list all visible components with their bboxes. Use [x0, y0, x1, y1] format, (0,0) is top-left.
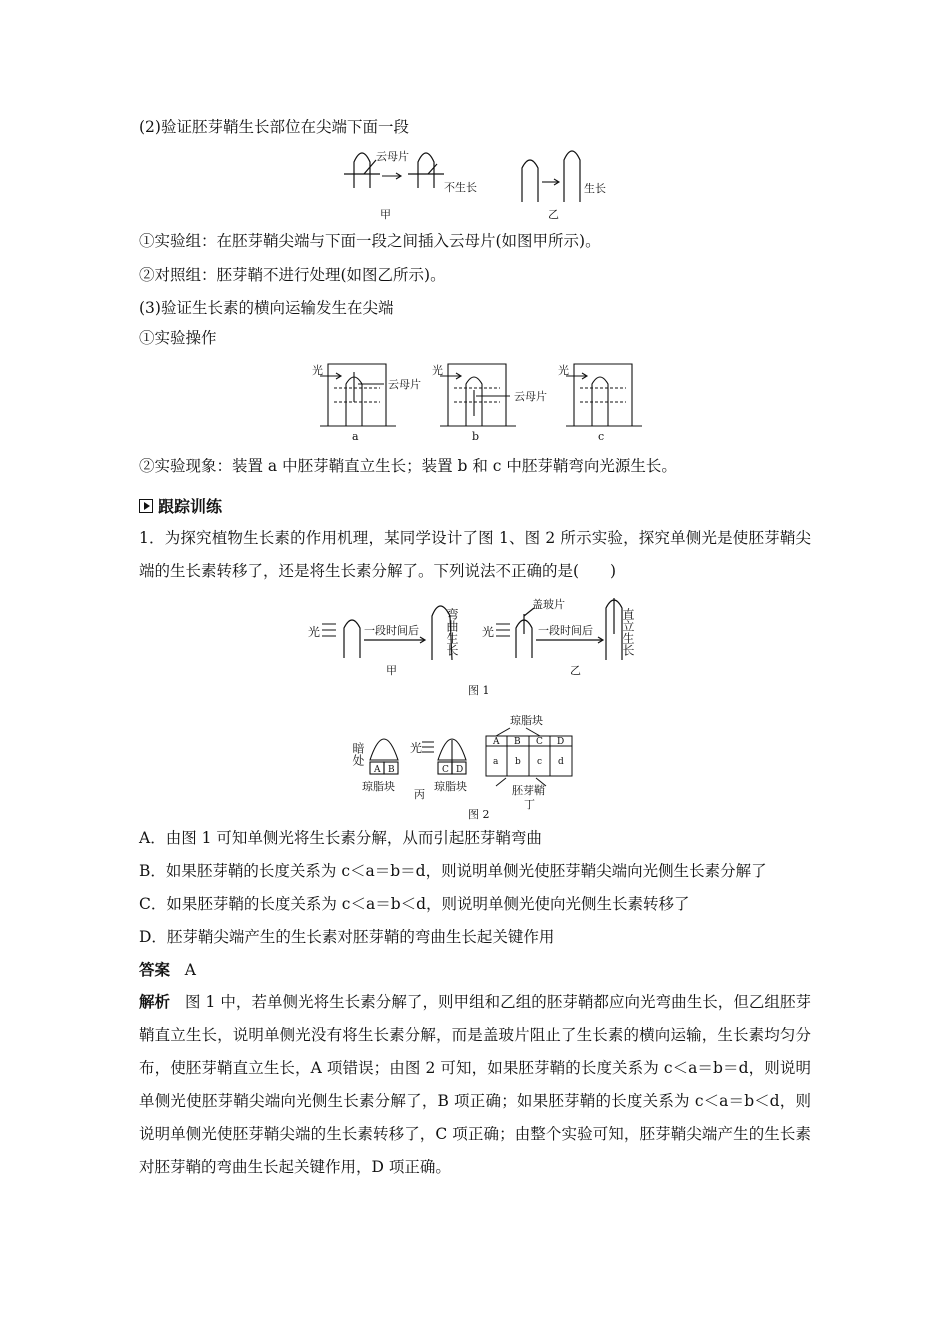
coleoptile-jia-after: [408, 153, 444, 188]
fig1-light-yi: 光: [482, 625, 495, 639]
fig1-light-jia: 光: [308, 625, 321, 639]
fig2-block-d: d: [558, 757, 564, 767]
fig1-time-jia: 一段时间后: [364, 624, 419, 637]
figure-1: [300, 594, 650, 698]
fig2-block-B2: B: [514, 737, 521, 747]
fig1-label-yi: 乙: [570, 664, 581, 677]
fig2-agar-bing: 琼脂块: [362, 780, 395, 793]
label-a: a: [352, 430, 359, 443]
growth-label: 生长: [584, 182, 606, 195]
analysis-label: 解析: [139, 992, 171, 1011]
device-c: [566, 364, 642, 426]
label-jia: 甲: [380, 208, 391, 221]
fig2-block-C: C: [442, 765, 449, 775]
option-a: A．由图 1 可知单侧光将生长素分解，从而引起胚芽鞘弯曲: [139, 829, 542, 847]
fig2-block-C2: C: [536, 737, 543, 747]
fig1-light-arrows-yi: [496, 624, 510, 636]
label-b: b: [472, 430, 480, 443]
mica-label-a: 云母片: [388, 378, 421, 391]
fig2-block-c: c: [537, 757, 543, 767]
fig2-agar-light: 琼脂块: [434, 780, 467, 793]
question-stem: 1．为探究植物生长素的作用机理，某同学设计了图 1、图 2 所示实验，探究单侧光是使胚芽鞘尖端的生长素转移了，还是将生长素分解了。下列说法不正确的是( ): [139, 529, 811, 580]
section2-heading: (2)验证胚芽鞘生长部位在尖端下面一段: [139, 118, 409, 136]
answer-line: [139, 959, 196, 981]
device-a: [320, 364, 396, 426]
fig1-label-jia: 甲: [386, 664, 397, 677]
option-c: C．如果胚芽鞘的长度关系为 c＜a＝b＜d，则说明单侧光使向光侧生长素转移了: [139, 895, 690, 913]
fig2-label-bing: 丙: [414, 788, 425, 801]
option-b: B．如果胚芽鞘的长度关系为 c＜a＝b＝d，则说明单侧光使胚芽鞘尖端向光侧生长素分解了: [139, 862, 767, 880]
coleoptile-yi-before: [522, 160, 538, 202]
arrow-yi: [542, 179, 559, 185]
fig2-block-a: a: [493, 757, 499, 767]
section3-item1: ①实验操作: [139, 329, 217, 347]
device-b: [440, 364, 516, 426]
answer-value: A: [184, 961, 196, 979]
fig1-cover-slip: 盖玻片: [532, 598, 565, 611]
fig2-block-D2: D: [557, 737, 565, 747]
fig2-light-text: 光: [410, 741, 423, 755]
no-growth-label: 不生长: [444, 181, 477, 194]
section3-item2: ②实验现象：装置 a 中胚芽鞘直立生长；装置 b 和 c 中胚芽鞘弯向光源生长。: [139, 457, 677, 475]
mica-label-b: 云母片: [514, 390, 547, 403]
analysis-paragraph: [139, 985, 811, 1184]
fig2-coleoptile: 胚芽鞘: [512, 784, 545, 797]
fig1-upright-text: 直立生长: [621, 608, 635, 656]
fig2-dark-text: 暗处: [351, 742, 365, 766]
mica-label: 云母片: [376, 150, 409, 163]
section3-heading: (3)验证生长素的横向运输发生在尖端: [139, 299, 394, 317]
fig2-block-B: B: [388, 765, 395, 775]
fig2-block-D: D: [456, 765, 464, 775]
fig2-label-ding: 丁: [524, 798, 535, 811]
training-heading: [139, 494, 222, 517]
section2-item2: ②对照组：胚芽鞘不进行处理(如图乙所示)。: [139, 266, 446, 284]
figure-2: [350, 710, 590, 822]
label-yi: 乙: [548, 208, 559, 221]
fig1-time-yi: 一段时间后: [538, 624, 593, 637]
label-c: c: [598, 430, 605, 443]
figure-lateral-transport: [312, 356, 642, 446]
play-icon: [139, 499, 153, 513]
fig1-bend-label: [445, 607, 459, 657]
fig1-caption: 图 1: [468, 684, 490, 697]
fig2-block-b: b: [515, 757, 521, 767]
analysis-text: 图 1 中，若单侧光将生长素分解了，则甲组和乙组的胚芽鞘都应向光弯曲生长，但乙组胚芽鞘直立生长，说明单侧光没有将生长素分解，而是盖玻片阻止了生长素的横向运输，生长素均匀分布，使胚芽鞘直立生长，A 项错误；由图 2 可知，如果胚芽鞘的长度关系为 c＜a＝b＝d，则说明单侧光使胚芽鞘尖端向光侧生长素分解了，B 项正确；如果胚芽鞘的长度关系为 c＜a＝b＜d，则说明单侧光使胚芽鞘尖端的生长素转移了，C 项正确；由整个实验可知，胚芽鞘尖端产生的生长素对胚芽鞘的弯曲生长起关键作用，D 项正确。: [139, 993, 811, 1176]
training-title: 跟踪训练: [158, 497, 223, 516]
figure-mica-growth-site: [336, 146, 626, 224]
light-label-c: 光: [558, 364, 569, 377]
fig2-light-arrows: [422, 742, 434, 752]
fig2-block-A2: A: [493, 737, 500, 747]
option-d: D．胚芽鞘尖端产生的生长素对胚芽鞘的弯曲生长起关键作用: [139, 928, 555, 946]
light-label-a: 光: [312, 364, 323, 377]
section2-item1: ①实验组：在胚芽鞘尖端与下面一段之间插入云母片(如图甲所示)。: [139, 232, 601, 250]
fig2-agar-ding: 琼脂块: [510, 714, 543, 727]
coleoptile-jia-before: [344, 153, 380, 188]
fig2-caption: 图 2: [468, 808, 490, 821]
fig2-block-A: A: [374, 765, 381, 775]
answer-label: 答案: [139, 960, 171, 979]
arrow-jia: [382, 173, 401, 179]
coleoptile-yi-after: [564, 151, 580, 202]
fig1-bend-text: 弯曲生长: [445, 608, 459, 656]
light-label-b: 光: [432, 364, 443, 377]
fig1-light-arrows-jia: [322, 624, 336, 636]
